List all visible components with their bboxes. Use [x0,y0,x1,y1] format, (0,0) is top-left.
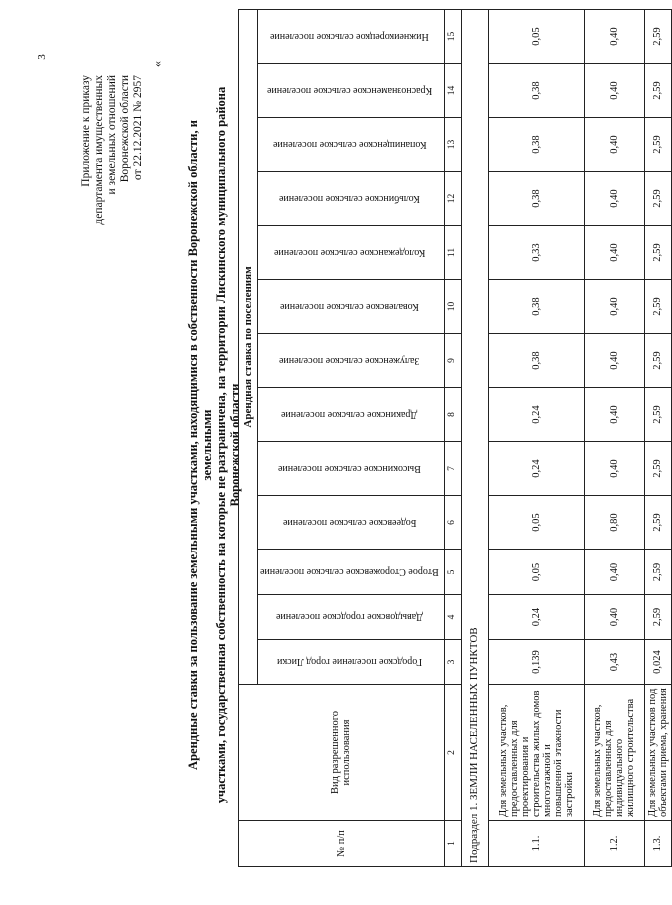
rate-cell: 2,59 [644,496,671,550]
settlement-name: Дракинское сельское поселение [281,409,418,420]
row-number: 1.1. [488,821,584,867]
rate-cell: 0,139 [488,640,584,685]
header-settlement [258,640,445,685]
rate-cell: 2,59 [644,118,671,172]
column-number-row [444,10,461,867]
title-line: Воронежской области [228,383,242,507]
section-row [461,10,488,867]
header-no: № п/п [239,821,445,867]
header-settlement [258,334,445,388]
row-use: Для земельных участков, предоставленных для индивидуального жилищного строительства [584,685,644,821]
rate-cell: 0,40 [584,172,644,226]
column-number: 10 [444,280,461,334]
column-number: 11 [444,226,461,280]
header-settlement [258,496,445,550]
rate-cell: 2,59 [644,172,671,226]
settlement-name: Кольбинское сельское поселение [278,193,420,204]
rate-cell: 0,05 [488,10,584,64]
header-settlement [258,172,445,226]
column-number: 3 [444,640,461,685]
column-number: 13 [444,118,461,172]
rate-cell: 0,40 [584,118,644,172]
column-number: 6 [444,496,461,550]
header-settlement [258,595,445,640]
column-number: 2 [444,685,461,821]
header-settlement [258,118,445,172]
section-title: Подраздел 1. ЗЕМЛИ НАСЕЛЕННЫХ ПУНКТОВ [461,10,488,867]
column-number: 14 [444,64,461,118]
table-row [644,10,671,867]
rate-cell: 0,24 [488,442,584,496]
appendix-line: от 22.12.2021 № 2957 [132,75,144,180]
rate-cell: 0,24 [488,388,584,442]
header-settlement [258,280,445,334]
column-number: 8 [444,388,461,442]
rate-cell: 2,59 [644,280,671,334]
appendix-line: Воронежской области [119,75,131,183]
settlement-name: Высокинское сельское поселение [277,463,421,474]
rate-cell: 0,40 [584,226,644,280]
rate-cell: 0,40 [584,64,644,118]
header-settlement [258,10,445,64]
rate-cell: 0,40 [584,334,644,388]
rate-cell: 0,38 [488,280,584,334]
rate-cell: 0,38 [488,172,584,226]
appendix-line: департамента имущественных [93,75,105,225]
header-settlement [258,550,445,595]
document-title [186,85,242,805]
rate-cell: 0,40 [584,10,644,64]
column-number: 1 [444,821,461,867]
appendix-line: Приложение к приказу [80,75,92,187]
column-number: 12 [444,172,461,226]
rate-cell: 0,80 [584,496,644,550]
column-number: 5 [444,550,461,595]
title-line: Арендные ставки за пользование земельными участками, находящимися в собственности Воронежской области, и земельными [186,120,214,770]
appendix-block [80,75,145,285]
rate-cell: 0,40 [584,442,644,496]
rate-cell: 0,33 [488,226,584,280]
settlement-name: Копанищенское сельское поселение [272,139,427,150]
rate-cell: 2,59 [644,595,671,640]
title-line: участками, государственная собственность на которые не разграничена, на территории Лискинского муниципального района [214,86,228,804]
rate-cell: 0,40 [584,550,644,595]
header-use: Вид разрешенного использования [239,685,445,821]
header-settlement [258,442,445,496]
settlement-name: Колодежанское сельское поселение [273,247,426,258]
rate-cell: 0,38 [488,334,584,388]
header-settlement [258,226,445,280]
settlement-name: Залуженское сельское поселение [279,355,420,366]
table-row [488,10,584,867]
rate-cell: 0,40 [584,280,644,334]
row-use: Для земельных участков под объектами приема, хранения [644,685,671,821]
column-number: 9 [444,334,461,388]
rate-cell: 0,024 [644,640,671,685]
rate-cell: 2,59 [644,334,671,388]
column-number: 4 [444,595,461,640]
settlement-name: Городское поселение город Лиски [276,656,422,668]
header-group: Арендная ставка по поселениям [239,10,258,685]
appendix-line: и земельных отношений [106,75,118,195]
rate-cell: 2,59 [644,10,671,64]
opening-quote: « [150,61,164,67]
rate-cell: 0,05 [488,496,584,550]
header-settlement [258,388,445,442]
rate-cell: 0,24 [488,595,584,640]
rate-cell: 0,43 [584,640,644,685]
rate-cell: 0,40 [584,595,644,640]
rate-cell: 0,38 [488,64,584,118]
table-row [584,10,644,867]
settlement-name: Ковалевское сельское поселение [279,301,419,312]
rent-rates-table [238,9,672,867]
rate-cell: 0,05 [488,550,584,595]
column-number: 7 [444,442,461,496]
rate-cell: 2,59 [644,226,671,280]
rate-cell: 2,59 [644,442,671,496]
row-number: 1.2. [584,821,644,867]
row-number: 1.3. [644,821,671,867]
rate-cell: 2,59 [644,64,671,118]
settlement-name: Второе Сторожевское сельское поселение [260,566,439,578]
rate-cell: 2,59 [644,550,671,595]
page-number: 3 [36,54,48,60]
rate-cell: 0,40 [584,388,644,442]
settlement-name: Краснознаменское сельское поселение [266,85,432,96]
rate-cell: 0,38 [488,118,584,172]
header-settlement [258,64,445,118]
settlement-name: Бодеевское сельское поселение [282,517,417,528]
row-use: Для земельных участков, предоставленных для проектирования и строительства жилых домов многоэтажной и повышенной этажности застройки [488,685,584,821]
column-number: 15 [444,10,461,64]
settlement-name: Давыдовское городское поселение [275,611,423,623]
rate-cell: 2,59 [644,388,671,442]
settlement-name: Нижнеикорецкое сельское поселение [270,31,429,42]
